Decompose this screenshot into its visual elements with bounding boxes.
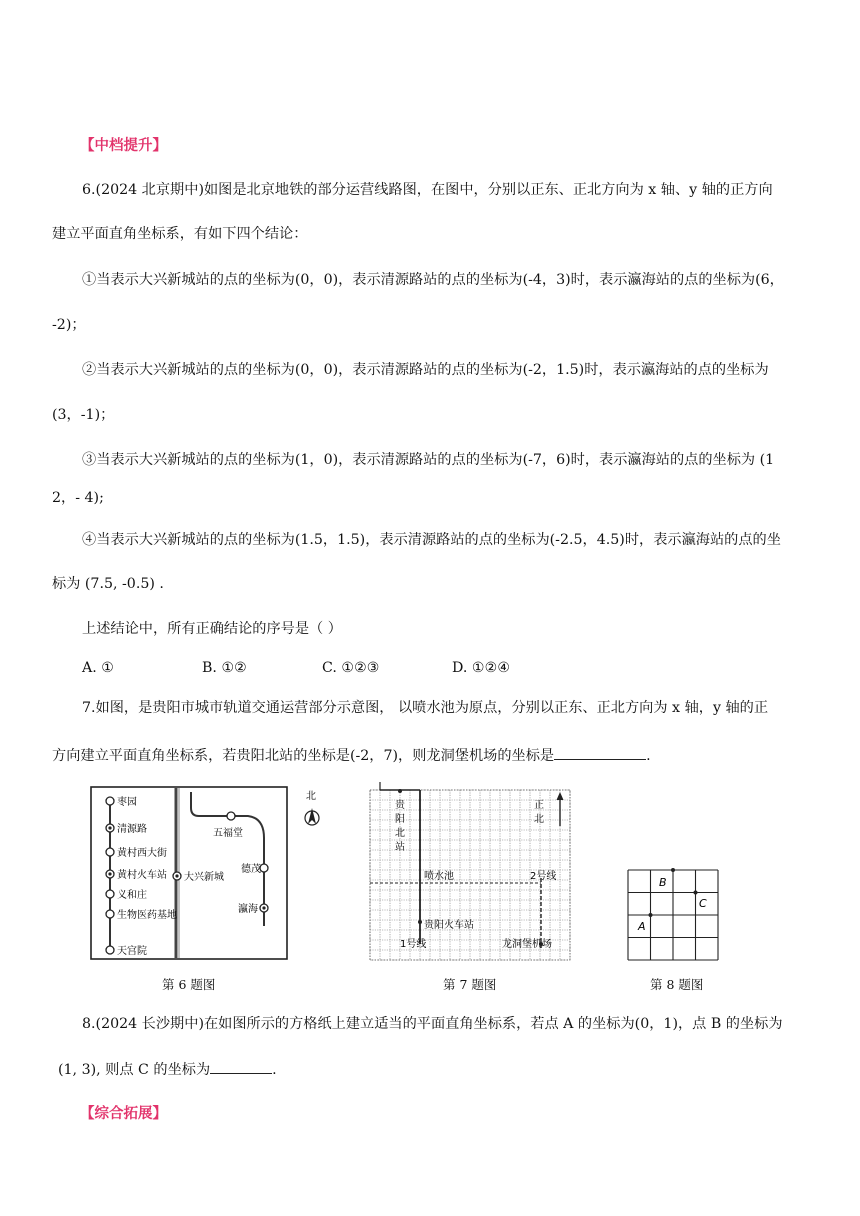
q6-statement-4a: ④当表示大兴新城站的点的坐标为(1.5，1.5)，表示清源路站的点的坐标为(-2.5，4.5)时，表示瀛海站的点的坐 xyxy=(82,532,781,548)
q6-statement-3b: 2，- 4); xyxy=(52,490,104,506)
fig8-grid-figure xyxy=(624,866,724,966)
q6-statement-1b: -2)； xyxy=(52,317,86,333)
section-heading-extension: 【综合拓展】 xyxy=(80,1106,167,1122)
q6-statement-3a: ③当表示大兴新城站的点的坐标为(1，0)，表示清源路站的点的坐标为(-7，6)时，表示瀛海站的点的坐标为 (1 xyxy=(82,452,775,468)
fig6-station-tiangongyuan: 天宫院 xyxy=(117,946,147,957)
q6-option-d: D. ①②④ xyxy=(452,660,511,676)
fig6-station-shengwu: 生物医药基地 xyxy=(117,910,177,921)
q8-stem-line2 xyxy=(58,1059,277,1079)
fig6-station-huangcunhuochezhan: 黄村火车站 xyxy=(117,870,167,881)
fig6-station-yiheizhuang: 义和庄 xyxy=(117,890,147,901)
q7-stem-line1: 7.如图，是贵阳市城市轨道交通运营部分示意图， 以喷水池为原点，分别以正东、正北方向为 x 轴，y 轴的正 xyxy=(82,700,769,716)
q8-stem-period: . xyxy=(272,1062,277,1078)
fig8-point-c-label: C xyxy=(699,897,707,910)
q7-stem-line2 xyxy=(52,745,651,765)
section-heading-mid: 【中档提升】 xyxy=(80,138,167,154)
fig6-station-zaoyuan: 枣园 xyxy=(117,797,137,808)
q6-statement-1a: ①当表示大兴新城站的点的坐标为(0，0)，表示清源路站的点的坐标为(-4，3)时，表示瀛海站的点的坐标为(6， xyxy=(82,272,784,288)
north-arrow-icon xyxy=(557,792,564,826)
fig7-guiyangbei-char-2: 阳 xyxy=(395,814,405,825)
q7-stem-period: . xyxy=(646,748,651,764)
q6-question: 上述结论中，所有正确结论的序号是（ ） xyxy=(82,621,342,637)
fig6-station-qingyuanlu: 清源路 xyxy=(117,824,147,835)
fig8-point-a-label: A xyxy=(638,920,646,933)
fig7-guiyangbei-char-4: 站 xyxy=(395,842,405,853)
fig7-guiyangbei-char-3: 北 xyxy=(395,828,405,839)
fig7-penshuichi-label: 喷水池 xyxy=(424,871,454,882)
q6-stem-line1: 6.(2024 北京期中)如图是北京地铁的部分运营线路图，在图中，分别以正东、正北方向为 x 轴、y 轴的正方向 xyxy=(82,182,773,198)
fig7-longdongbao-label: 龙洞堡机场 xyxy=(502,939,552,950)
q6-stem-line2: 建立平面直角坐标系，有如下四个结论： xyxy=(52,226,308,242)
fig8-point-b-label: B xyxy=(659,876,667,889)
q6-statement-4b: 标为 (7.5, -0.5) . xyxy=(52,576,164,592)
q6-option-c: C. ①②③ xyxy=(322,660,380,676)
fig7-guiyangbei-char-1: 贵 xyxy=(395,800,405,811)
fig7-zhengbei-char-2: 北 xyxy=(534,814,544,825)
q6-statement-2b: (3，-1)； xyxy=(52,407,115,423)
fig8-caption: 第 8 题图 xyxy=(650,977,704,992)
fig6-station-huangcunxidajie: 黄村西大街 xyxy=(117,848,167,859)
fig6-subway-map xyxy=(88,784,338,964)
q8-stem-line1: 8.(2024 长沙期中)在如图所示的方格纸上建立适当的平面直角坐标系，若点 A 的坐标为(0，1)，点 B 的坐标为 xyxy=(82,1016,783,1032)
q6-statement-2a: ②当表示大兴新城站的点的坐标为(0，0)，表示清源路站的点的坐标为(-2，1.5)时，表示瀛海站的点的坐标为 xyxy=(82,362,769,378)
fig7-caption: 第 7 题图 xyxy=(443,977,497,992)
q8-answer-blank[interactable] xyxy=(210,1059,272,1074)
q6-option-b: B. ①② xyxy=(202,660,247,676)
fig6-caption: 第 6 题图 xyxy=(162,977,216,992)
fig6-north-label: 北 xyxy=(306,791,316,802)
q7-stem-text: 方向建立平面直角坐标系，若贵阳北站的坐标是(-2，7)，则龙洞堡机场的坐标是 xyxy=(52,748,555,764)
fig7-guiyanghuochezhan-label: 贵阳火车站 xyxy=(424,920,474,931)
fig6-station-yinghai: 瀛海 xyxy=(238,904,258,915)
fig6-station-daxingxincheng: 大兴新城 xyxy=(184,872,224,883)
fig7-line2-label: 2号线 xyxy=(530,871,557,882)
fig7-rail-map xyxy=(364,782,574,966)
fig6-station-wufutang: 五福堂 xyxy=(213,828,243,839)
fig7-line1-label: 1号线 xyxy=(400,939,427,950)
fig6-station-demao: 德茂 xyxy=(241,864,261,875)
q6-option-a: A. ① xyxy=(82,660,114,676)
q7-answer-blank[interactable] xyxy=(554,745,646,760)
fig7-zhengbei-char-1: 正 xyxy=(534,800,544,811)
q8-stem-text: (1, 3), 则点 C 的坐标为 xyxy=(58,1062,211,1078)
north-arrow-icon xyxy=(305,790,319,825)
